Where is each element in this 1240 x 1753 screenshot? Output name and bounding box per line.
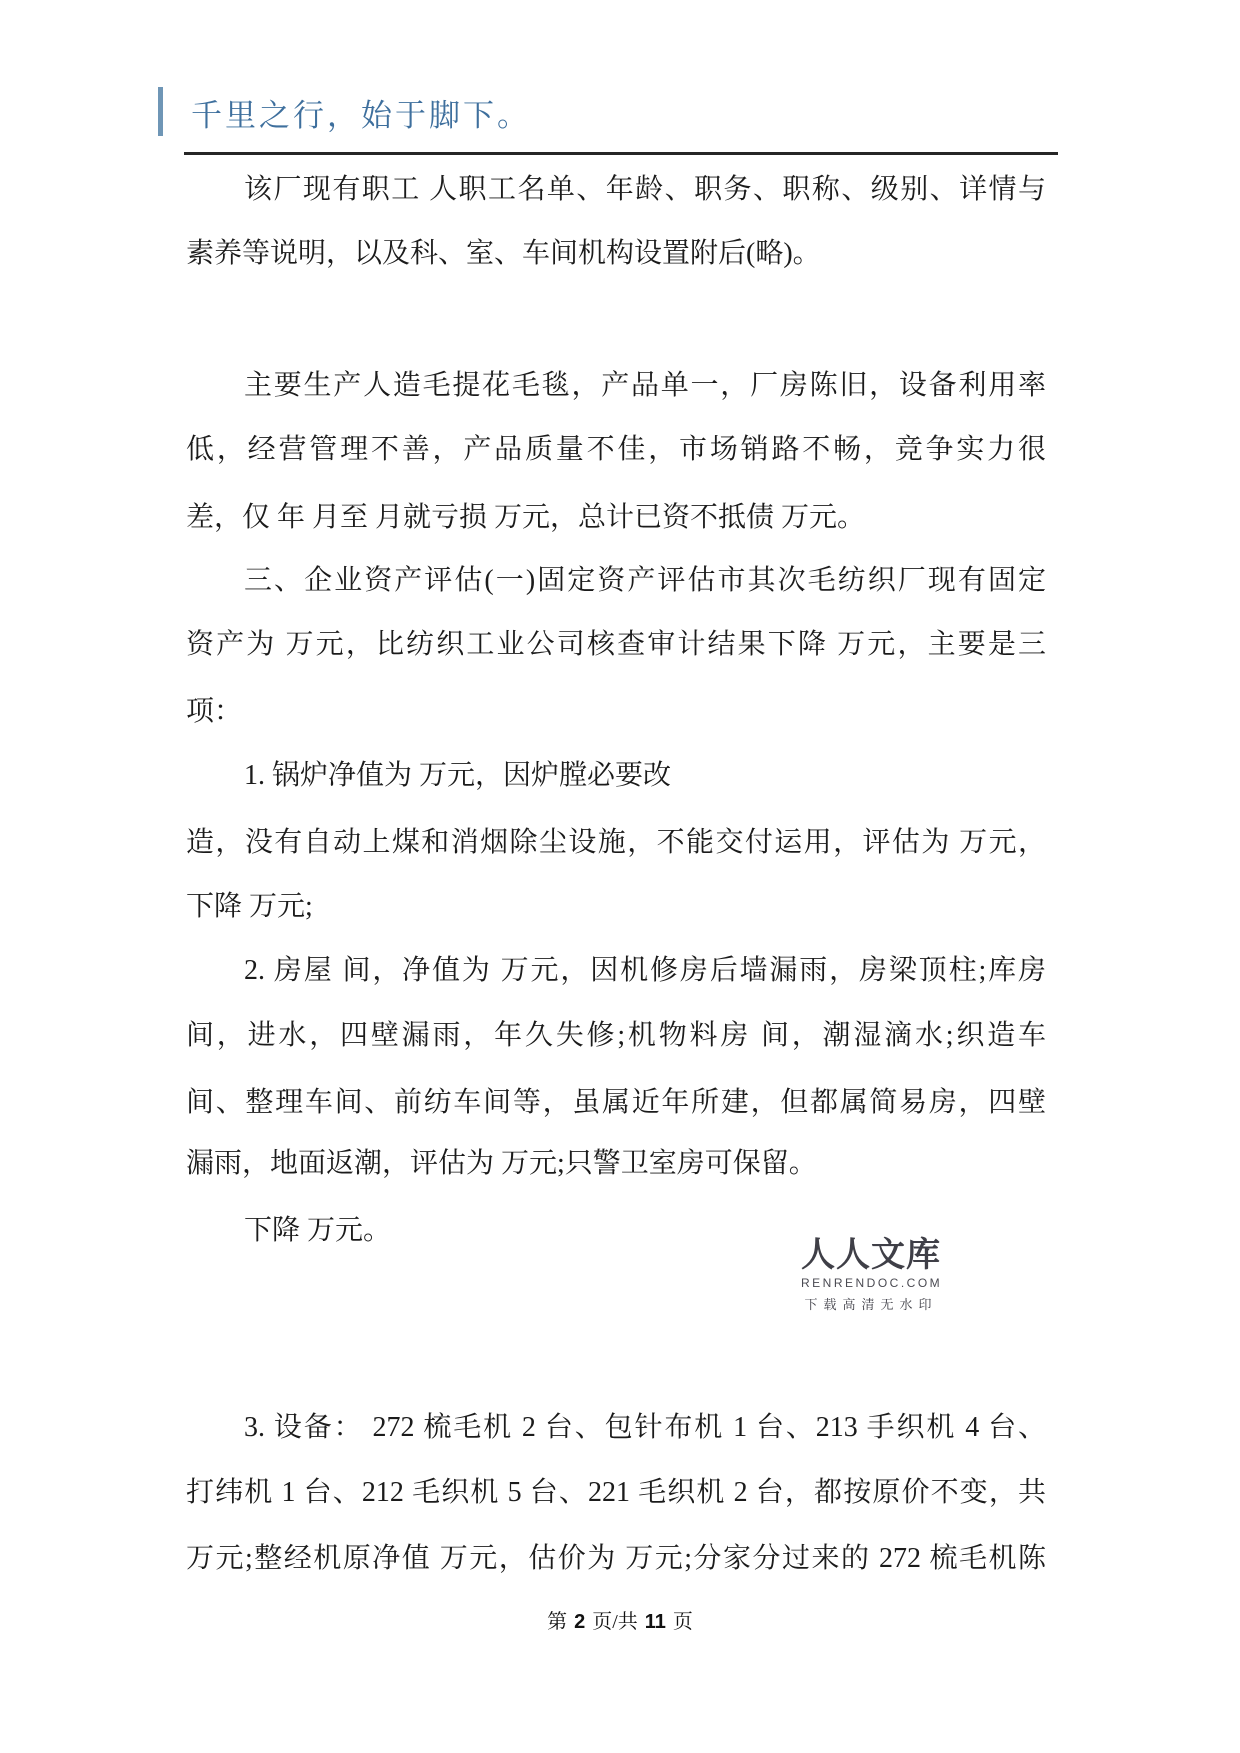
header-divider (184, 152, 1058, 155)
document-line: 间、整理车间、前纺车间等，虽属近年所建，但都属简易房，四壁 (186, 1087, 1046, 1118)
document-line: 漏雨，地面返潮，评估为 万元;只警卫室房可保留。 (186, 1148, 817, 1179)
document-line: 该厂现有职工 人职工名单、年龄、职务、职称、级别、详情与 (244, 174, 1046, 205)
document-line: 2. 房屋 间，净值为 万元，因机修房后墙漏雨，房梁顶柱;库房 (244, 955, 1046, 986)
footer-prefix: 第 (547, 1611, 568, 1633)
watermark-logo-text: 人人文库 (801, 1235, 941, 1275)
document-line: 3. 设备： 272 梳毛机 2 台、包针布机 1 台、213 手织机 4 台、 (244, 1412, 1046, 1443)
document-line: 打纬机 1 台、212 毛织机 5 台、221 毛织机 2 台，都按原价不变，共 (186, 1477, 1046, 1508)
footer-separator: 页/共 (592, 1611, 638, 1633)
document-line: 资产为 万元，比纺织工业公司核查审计结果下降 万元，主要是三 (186, 629, 1046, 660)
watermark-domain: RENRENDOC.COM (801, 1276, 943, 1290)
document-line: 间，进水，四壁漏雨，年久失修;机物料房 间，潮湿滴水;织造车 (186, 1020, 1046, 1051)
document-line: 低，经营管理不善，产品质量不佳，市场销路不畅，竞争实力很 (186, 434, 1046, 465)
watermark (801, 1237, 941, 1313)
document-line: 造，没有自动上煤和消烟除尘设施，不能交付运用，评估为 万元， (186, 827, 1046, 858)
document-line: 下降 万元; (186, 891, 313, 922)
footer-total-pages: 11 (644, 1611, 666, 1633)
footer-suffix: 页 (672, 1611, 693, 1633)
document-line: 万元;整经机原净值 万元，估价为 万元;分家分过来的 272 梳毛机陈 (186, 1543, 1046, 1574)
document-line: 素养等说明，以及科、室、车间机构设置附后(略)。 (186, 238, 821, 269)
document-line: 项： (186, 696, 243, 727)
watermark-tagline: 下载高清无水印 (804, 1297, 938, 1312)
footer-page-number: 2 (574, 1611, 586, 1633)
document-line: 主要生产人造毛提花毛毯，产品单一，厂房陈旧，设备利用率 (244, 370, 1046, 401)
header-accent-bar (158, 87, 163, 136)
document-line: 下降 万元。 (244, 1215, 392, 1246)
page-footer (0, 1605, 1240, 1634)
document-line: 三、企业资产评估(一)固定资产评估市其次毛纺织厂现有固定 (244, 565, 1046, 596)
header-quote: 千里之行，始于脚下。 (191, 98, 531, 134)
document-line: 差，仅 年 月至 月就亏损 万元，总计已资不抵债 万元。 (186, 502, 866, 533)
document-line: 1. 锅炉净值为 万元，因炉膛必要改 (244, 760, 672, 791)
